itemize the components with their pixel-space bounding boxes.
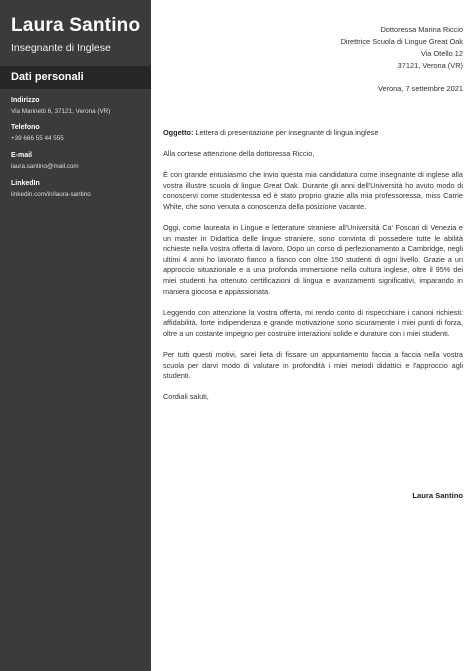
contact-value[interactable]: linkedin.com/in/laura-santino [11, 191, 91, 198]
contact-value: Via Marinetti 6, 37121, Verona (VR) [11, 108, 111, 115]
contact-value: +39 666 55 44 555 [11, 135, 64, 142]
subject-text: Lettera di presentazione per insegnante di lingua inglese [193, 128, 379, 137]
letter-date: Verona, 7 settembre 2021 [377, 84, 463, 93]
contact-phone [11, 123, 147, 144]
contact-label: LinkedIn [11, 180, 40, 187]
sidebar [0, 0, 151, 671]
letter-subject [163, 128, 463, 139]
applicant-name: Laura Santino [11, 15, 141, 36]
personal-data-header [0, 66, 151, 89]
letter-paragraph: Per tutti questi motivi, sarei lieta di fissare un appuntamento faccia a faccia nella vostra scuola per darvi modo di valutare in profondità i miei metodi didattici e l'approccio agli studenti. [163, 350, 463, 381]
contact-label: Telefono [11, 124, 40, 131]
contact-email [11, 151, 147, 172]
contact-label: Indirizzo [11, 97, 40, 104]
contact-label: E-mail [11, 152, 33, 159]
contact-value[interactable]: laura.santino@mail.com [11, 163, 79, 170]
letter-paragraph: Oggi, come laureata in Lingue e letterature straniere all'Università Ca' Foscari di Venezia e un master in Didattica delle lingue straniere, sono convinta di possedere tutte le abilità richieste nella vostra offerta di lavoro. Dopo un corso di perfezionamento a Cambridge, negli ultimi 4 anni ho lavorato fianco a fianco con oltre 150 studenti di ogni livello. Grazie a un approccio situazionale e a una profonda immersione nella cultura inglese, oltre il 95% dei miei studenti ha ottenuto certificazioni di lingua e avanzamenti significativi, imparando in maniera giocosa e appassionata. [163, 223, 463, 296]
recipient-line: Via Otello 12 [420, 49, 463, 58]
recipient-line: Dottoressa Marina Riccio [380, 25, 463, 34]
section-title: Dati personali [11, 71, 84, 83]
contact-linkedin [11, 179, 147, 200]
recipient-block [341, 24, 463, 72]
letter-paragraph: Leggendo con attenzione la vostra offerta, mi rendo conto di rispecchiare i canoni richiesti: affidabilità, forte indipendenza e grande motivazione sono sicuramente i miei punti di forza, oltre a un costante impegno per costruire interazioni solide e durature con i miei studenti. [163, 307, 463, 338]
contact-address [11, 96, 147, 117]
applicant-role: Insegnante di Inglese [11, 42, 111, 54]
recipient-line: 37121, Verona (VR) [397, 61, 463, 70]
letter-closing: Cordiali saluti, [163, 392, 209, 402]
recipient-line: Direttrice Scuola di Lingue Great Oak [340, 37, 463, 46]
letter-salutation: Alla cortese attenzione della dottoressa Riccio, [163, 149, 315, 159]
letter-text [163, 128, 463, 413]
letter-paragraph: È con grande entusiasmo che invio questa mia candidatura come insegnante di inglese alla vostra illustre scuola di lingue Great Oak. Durante gli anni dell'Università ho avuto modo di conoscervi come studentessa ed è stato proprio grazie alla mia professoressa, miss Carrie White, che sono venuta a conoscenza della posizione vacante. [163, 170, 463, 211]
letter-signature: Laura Santino [412, 491, 463, 500]
letter-body [151, 0, 474, 671]
subject-label: Oggetto: [163, 128, 194, 137]
